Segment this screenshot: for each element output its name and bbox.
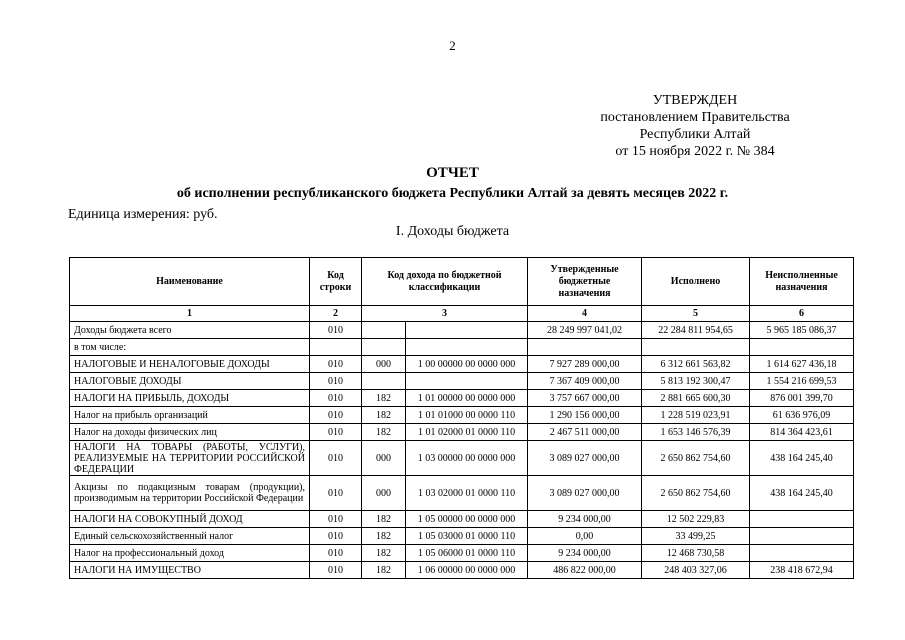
page-number: 2 — [449, 38, 456, 53]
row-line-code: 010 — [310, 373, 362, 390]
row-line-code: 010 — [310, 424, 362, 441]
approval-line: Республики Алтай — [639, 127, 751, 142]
approval-line: от 15 ноября 2022 г. № 384 — [615, 144, 775, 159]
table-row — [70, 441, 854, 476]
row-approved: 3 089 027 000,00 — [528, 441, 642, 476]
table-row — [70, 424, 854, 441]
row-income-code — [406, 322, 528, 339]
row-executed: 2 881 665 600,30 — [642, 390, 750, 407]
row-income-code: 1 00 00000 00 0000 000 — [406, 356, 528, 373]
row-admin-code: 182 — [362, 407, 406, 424]
row-name: в том числе: — [70, 339, 310, 356]
table-row — [70, 545, 854, 562]
table-row — [70, 562, 854, 579]
row-admin-code — [362, 339, 406, 356]
row-approved: 9 234 000,00 — [528, 545, 642, 562]
row-name: НАЛОГИ НА ИМУЩЕСТВО — [70, 562, 310, 579]
row-unexecuted: 438 164 245,40 — [750, 441, 854, 476]
header-name: Наименование — [70, 258, 310, 306]
header-approved: Утвержденные бюджетные назначения — [528, 258, 642, 306]
row-line-code: 010 — [310, 407, 362, 424]
row-line-code: 010 — [310, 511, 362, 528]
row-approved: 2 467 511 000,00 — [528, 424, 642, 441]
approval-line: постановлением Правительства — [600, 110, 790, 125]
header-executed: Исполнено — [642, 258, 750, 306]
row-approved: 7 927 289 000,00 — [528, 356, 642, 373]
row-name: НАЛОГОВЫЕ И НЕНАЛОГОВЫЕ ДОХОДЫ — [70, 356, 310, 373]
row-income-code: 1 05 03000 01 0000 110 — [406, 528, 528, 545]
row-admin-code — [362, 322, 406, 339]
row-line-code: 010 — [310, 562, 362, 579]
row-name: Доходы бюджета всего — [70, 322, 310, 339]
table-row — [70, 476, 854, 511]
row-unexecuted: 61 636 976,09 — [750, 407, 854, 424]
table-row — [70, 511, 854, 528]
column-number: 6 — [750, 306, 854, 322]
header-unexecuted: Неисполненные назначения — [750, 258, 854, 306]
column-number: 1 — [70, 306, 310, 322]
row-income-code: 1 01 01000 00 0000 110 — [406, 407, 528, 424]
row-income-code: 1 03 02000 01 0000 110 — [406, 476, 528, 511]
row-unexecuted — [750, 511, 854, 528]
row-line-code: 010 — [310, 441, 362, 476]
row-name: НАЛОГОВЫЕ ДОХОДЫ — [70, 373, 310, 390]
row-executed: 5 813 192 300,47 — [642, 373, 750, 390]
table-row — [70, 339, 854, 356]
approval-stamp — [560, 92, 830, 160]
unit-of-measure: Единица измерения: руб. — [68, 207, 218, 222]
row-unexecuted: 238 418 672,94 — [750, 562, 854, 579]
row-admin-code: 182 — [362, 545, 406, 562]
row-admin-code: 182 — [362, 390, 406, 407]
row-income-code: 1 01 00000 00 0000 000 — [406, 390, 528, 407]
row-executed: 2 650 862 754,60 — [642, 476, 750, 511]
row-income-code: 1 05 00000 00 0000 000 — [406, 511, 528, 528]
row-name: НАЛОГИ НА СОВОКУПНЫЙ ДОХОД — [70, 511, 310, 528]
row-line-code: 010 — [310, 322, 362, 339]
row-line-code: 010 — [310, 528, 362, 545]
row-approved — [528, 339, 642, 356]
row-income-code: 1 03 00000 00 0000 000 — [406, 441, 528, 476]
row-executed: 1 653 146 576,39 — [642, 424, 750, 441]
row-unexecuted — [750, 339, 854, 356]
row-line-code: 010 — [310, 356, 362, 373]
row-line-code: 010 — [310, 390, 362, 407]
row-approved: 7 367 409 000,00 — [528, 373, 642, 390]
table-row — [70, 356, 854, 373]
row-unexecuted: 1 614 627 436,18 — [750, 356, 854, 373]
row-income-code — [406, 373, 528, 390]
row-admin-code — [362, 373, 406, 390]
row-name: Налог на прибыль организаций — [70, 407, 310, 424]
row-income-code: 1 06 00000 00 0000 000 — [406, 562, 528, 579]
column-number: 3 — [362, 306, 528, 322]
row-approved: 3 757 667 000,00 — [528, 390, 642, 407]
row-approved: 3 089 027 000,00 — [528, 476, 642, 511]
table-row — [70, 373, 854, 390]
row-admin-code: 000 — [362, 356, 406, 373]
row-name: Налог на доходы физических лиц — [70, 424, 310, 441]
row-unexecuted: 814 364 423,61 — [750, 424, 854, 441]
row-unexecuted: 1 554 216 699,53 — [750, 373, 854, 390]
row-name: НАЛОГИ НА ПРИБЫЛЬ, ДОХОДЫ — [70, 390, 310, 407]
row-admin-code: 182 — [362, 528, 406, 545]
row-admin-code: 000 — [362, 441, 406, 476]
row-executed: 1 228 519 023,91 — [642, 407, 750, 424]
row-executed: 12 468 730,58 — [642, 545, 750, 562]
row-income-code: 1 05 06000 01 0000 110 — [406, 545, 528, 562]
section-title: I. Доходы бюджета — [395, 224, 510, 239]
row-approved: 28 249 997 041,02 — [528, 322, 642, 339]
column-number: 5 — [642, 306, 750, 322]
row-unexecuted — [750, 545, 854, 562]
row-income-code: 1 01 02000 01 0000 110 — [406, 424, 528, 441]
row-unexecuted: 5 965 185 086,37 — [750, 322, 854, 339]
header-line-code: Код строки — [310, 258, 362, 306]
row-executed: 33 499,25 — [642, 528, 750, 545]
row-name: НАЛОГИ НА ТОВАРЫ (РАБОТЫ, УСЛУГИ), РЕАЛИЗУЕМЫЕ НА ТЕРРИТОРИИ РОССИЙСКОЙ ФЕДЕРАЦИИ — [70, 441, 310, 476]
row-approved: 0,00 — [528, 528, 642, 545]
row-line-code — [310, 339, 362, 356]
row-unexecuted — [750, 528, 854, 545]
row-income-code — [406, 339, 528, 356]
row-approved: 9 234 000,00 — [528, 511, 642, 528]
column-number: 4 — [528, 306, 642, 322]
row-unexecuted: 438 164 245,40 — [750, 476, 854, 511]
row-name: Единый сельскохозяйственный налог — [70, 528, 310, 545]
row-executed: 12 502 229,83 — [642, 511, 750, 528]
row-executed: 248 403 327,06 — [642, 562, 750, 579]
row-name: Налог на профессиональный доход — [70, 545, 310, 562]
column-number-row — [70, 306, 854, 322]
row-approved: 486 822 000,00 — [528, 562, 642, 579]
column-number: 2 — [310, 306, 362, 322]
header-income-code: Код дохода по бюджетной классификации — [362, 258, 528, 306]
row-admin-code: 182 — [362, 562, 406, 579]
table-row — [70, 528, 854, 545]
row-executed: 2 650 862 754,60 — [642, 441, 750, 476]
row-approved: 1 290 156 000,00 — [528, 407, 642, 424]
row-unexecuted: 876 001 399,70 — [750, 390, 854, 407]
row-admin-code: 182 — [362, 511, 406, 528]
income-table — [69, 257, 854, 579]
row-line-code: 010 — [310, 476, 362, 511]
document-title: ОТЧЕТ — [426, 165, 479, 181]
row-admin-code: 000 — [362, 476, 406, 511]
row-name: Акцизы по подакцизным товарам (продукции), производимым на территории Российской Федерации — [70, 476, 310, 511]
row-executed — [642, 339, 750, 356]
table-row — [70, 322, 854, 339]
table-row — [70, 390, 854, 407]
row-admin-code: 182 — [362, 424, 406, 441]
row-executed: 22 284 811 954,65 — [642, 322, 750, 339]
document-subtitle: об исполнении республиканского бюджета Республики Алтай за девять месяцев 2022 г. — [176, 186, 729, 201]
table-row — [70, 407, 854, 424]
approval-line: УТВЕРЖДЕН — [652, 93, 738, 108]
row-line-code: 010 — [310, 545, 362, 562]
row-executed: 6 312 661 563,82 — [642, 356, 750, 373]
